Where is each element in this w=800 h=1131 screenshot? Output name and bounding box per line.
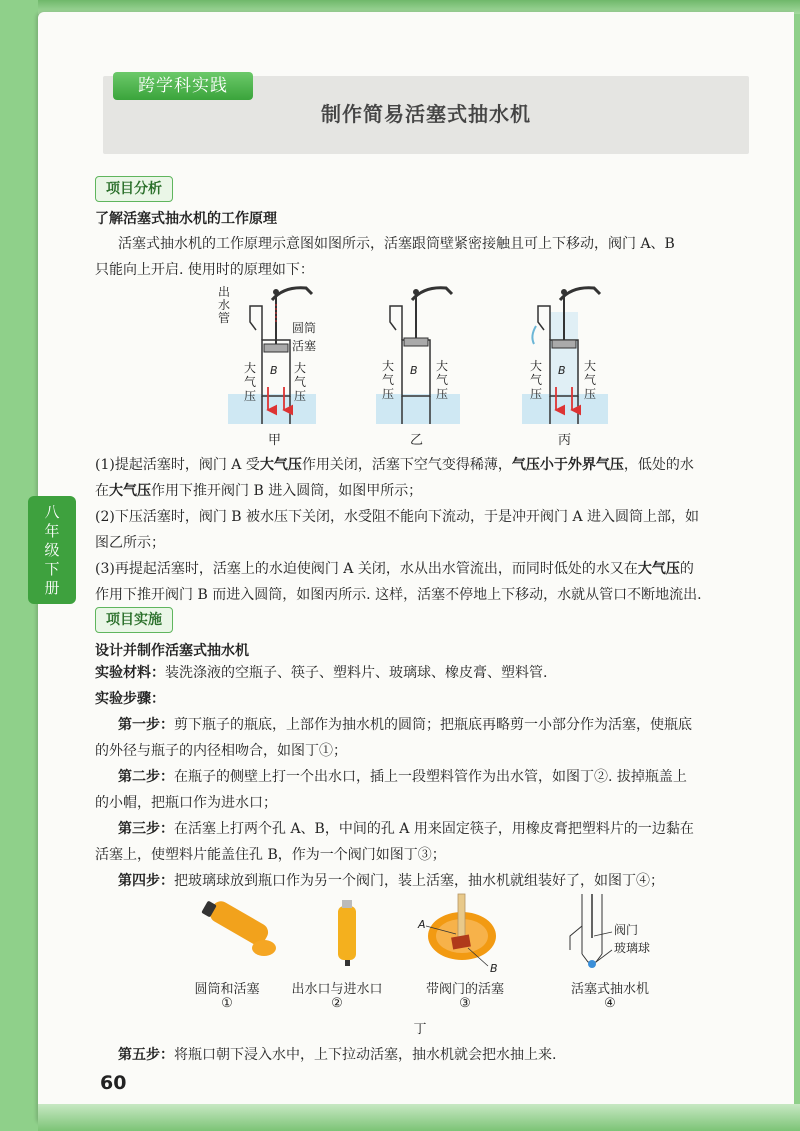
pump-diagram-jia [218,284,316,424]
build-step-3: 第三步：在活塞上打两个孔 A、B，中间的孔 A 用来固定筷子，用橡皮膏把塑料片的一边黏在 [118,821,694,837]
hole-a-label: A [418,918,426,931]
principle-step-2: (2)下压活塞时，阀门 B 被水压下关闭，水受阻不能向下流动，于是冲开阀门 A 进入圆筒上部，如 [95,509,700,525]
atm-label: 大气压 [584,359,597,401]
materials-line: 实验材料：装洗涤液的空瓶子、筷子、塑料片、玻璃球、橡皮膏、塑料管. [95,665,548,681]
page-bottom-edge [38,1104,800,1131]
atm-label: 大气压 [436,359,449,401]
piston-label: 活塞 [292,339,317,353]
build-step-1: 的外径与瓶子的内径相吻合，如图丁①； [95,743,347,759]
side-tab-char: 级 [44,540,60,559]
pump-principle-figure [200,282,620,450]
intro-line: 活塞式抽水机的工作原理示意图如图所示，活塞跟筒壁紧密接触且可上下移动，阀门 A、B [118,236,675,252]
grade-side-tab [28,496,76,604]
build-step-2: 的小帽，把瓶口作为进水口； [95,795,277,811]
figure-item-number: ③ [459,996,471,1011]
build-step-5: 第五步：将瓶口朝下浸入水中，上下拉动活塞，抽水机就会把水抽上来. [118,1047,557,1063]
figure-caption-jia: 甲 [268,433,282,448]
build-step-3: 活塞上，使塑料片能盖住孔 B，作为一个阀门如图丁③； [95,847,446,863]
figure-caption-bing: 丙 [558,433,572,448]
build-step-1: 第一步：剪下瓶子的瓶底，上部作为抽水机的圆筒；把瓶底再略剪一小部分作为活塞，使瓶底 [118,717,692,733]
figure-caption-ding: 丁 [413,1022,427,1037]
glass-ball-label: 玻璃球 [614,941,651,955]
section-tag-implementation: 项目实施 [95,607,173,633]
side-tab-char: 下 [44,559,60,578]
figure-item-number: ① [221,996,233,1011]
atm-label: 大气压 [244,361,257,403]
cylinder-piston-photo [201,898,276,956]
build-step-2: 第二步：在瓶子的侧壁上打一个出水口，插上一段塑料管作为出水管，如图丁②. 拔掉瓶盖上 [118,769,687,785]
principle-step-1: (1)提起活塞时，阀门 A 受大气压作用关闭，活塞下空气变得稀薄，气压小于外界气压，低处的水 [95,457,694,473]
figure-item-caption: 圆筒和活塞 [194,982,260,997]
outlet-inlet-photo [338,900,356,966]
hole-b-label: B [490,962,498,975]
valve-piston-photo [417,894,498,975]
section-heading: 设计并制作活塞式抽水机 [95,643,249,659]
banner-tag: 跨学科实践 [113,72,253,100]
cylinder-label: 圆筒 [292,321,317,335]
pump-diagram-bing [522,288,608,424]
page-title: 制作简易活塞式抽水机 [321,102,531,126]
valve-b-label: B [558,364,566,377]
section-heading: 了解活塞式抽水机的工作原理 [95,211,277,227]
figure-item-caption: 带阀门的活塞 [425,982,504,997]
principle-step-2: 图乙所示； [95,535,165,551]
principle-step-3: 作用下推开阀门 B 而进入圆筒，如图丙所示. 这样，活塞不停地上下移动，水就从管口不断地流出. [95,587,702,603]
steps-label: 实验步骤： [95,691,165,707]
figure-item-caption: 出水口与进水口 [291,982,383,997]
figure-item-caption: 活塞式抽水机 [570,982,649,997]
atm-label: 大气压 [294,361,307,403]
pump-diagram-yi [376,288,460,424]
principle-step-1: 在大气压作用下推开阀门 B 进入圆筒，如图甲所示； [95,483,423,499]
assembled-pump-sketch [570,894,650,968]
principle-step-3: (3)再提起活塞时，活塞上的水迫使阀门 A 关闭，水从出水管流出，而同时低处的水又在大气压的 [95,561,694,577]
page-number: 60 [100,1072,127,1094]
section-tag-analysis: 项目分析 [95,176,173,202]
side-tab-char: 八 [44,502,60,521]
figure-item-number: ② [331,996,343,1011]
figure-caption-yi: 乙 [410,433,424,448]
side-tab-char: 年 [44,521,60,540]
atm-label: 大气压 [382,359,395,401]
intro-line: 只能向上开启. 使用时的原理如下： [95,262,314,278]
valve-b-label: B [410,364,418,377]
figure-item-number: ④ [604,996,616,1011]
side-tab-char: 册 [44,578,60,597]
pump-build-figure [190,892,670,976]
outlet-label: 出水管 [218,285,231,325]
atm-label: 大气压 [530,359,543,401]
build-step-4: 第四步：把玻璃球放到瓶口作为另一个阀门，装上活塞，抽水机就组装好了，如图丁④； [118,873,664,889]
valve-label: 阀门 [614,923,639,937]
valve-b-label: B [270,364,278,377]
